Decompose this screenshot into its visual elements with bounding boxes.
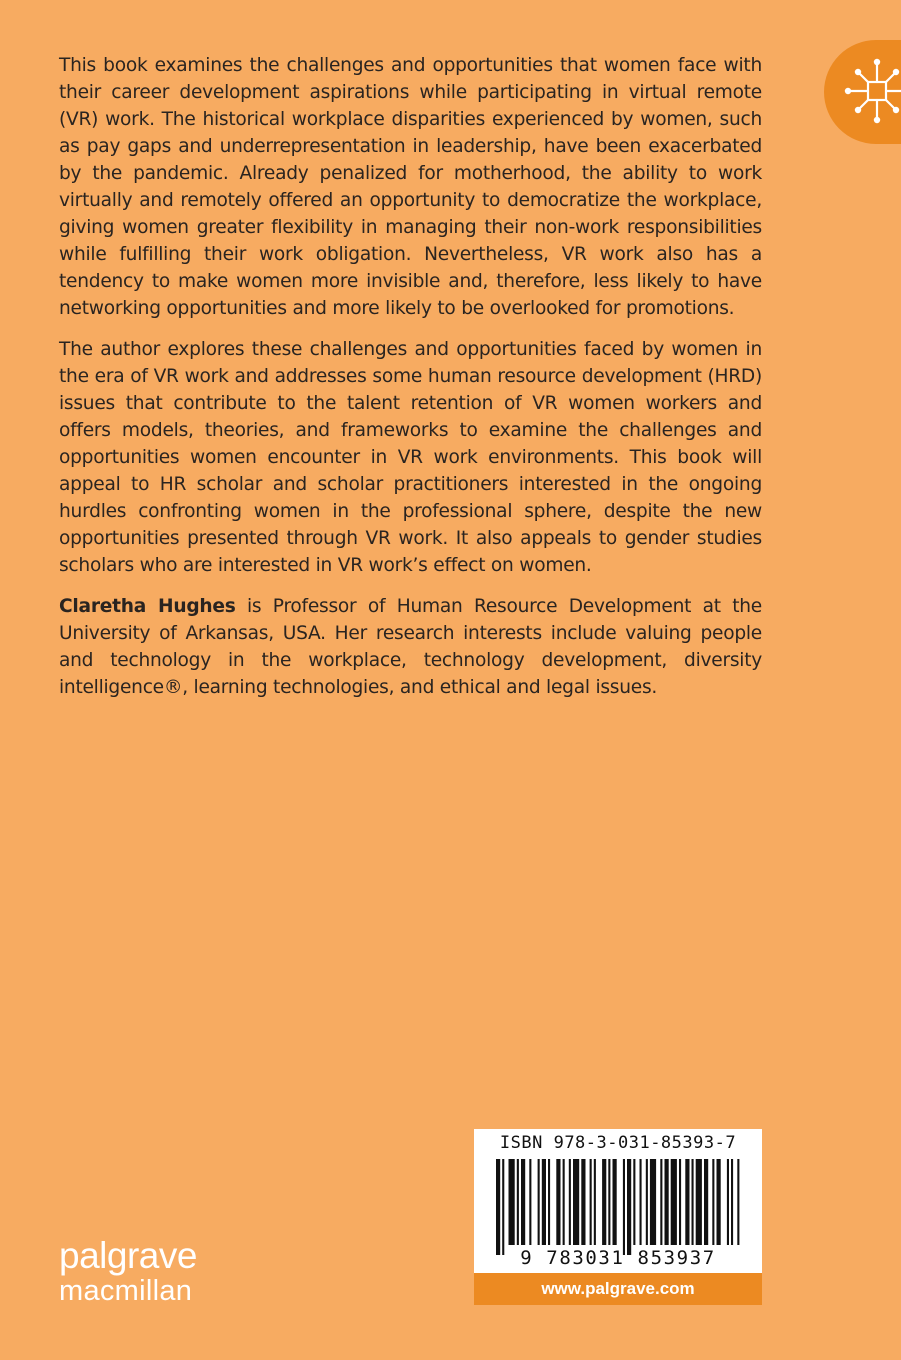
barcode-bar [623, 1159, 625, 1255]
barcode-panel [474, 1129, 762, 1273]
back-cover-blurb [59, 52, 762, 715]
isbn-barcode-box [474, 1129, 762, 1305]
barcode-bar [613, 1159, 617, 1245]
barcode-bar [602, 1159, 606, 1245]
palgrave-logo-badge [824, 40, 901, 144]
barcode-bar [594, 1159, 596, 1245]
barcode-bar [538, 1159, 540, 1245]
barcode-bar [727, 1159, 729, 1245]
barcode-bar [496, 1159, 500, 1255]
barcode-bar [548, 1159, 550, 1245]
palgrave-network-logo-icon [840, 52, 901, 132]
barcode-bar [704, 1159, 708, 1245]
barcode-bar [633, 1159, 635, 1245]
barcode-bar [590, 1159, 592, 1245]
barcode-bar [542, 1159, 546, 1245]
author-bio-text: is Professor of Human Resource Development at the University of Arkansas, USA. Her research interests include valuing people and technology in the workplace, technology development, diversity intelligence®, learning technologies, and ethical and legal issues. [59, 596, 762, 698]
blurb-paragraph-2: The author explores these challenges and opportunities faced by women in the era of VR work and addresses some human resource development (HRD) issues that contribute to the talent retention of VR women workers and offers models, theories, and frameworks to examine the challenges and opportunities women encounter in VR work environments. This book will appeal to HR scholar and scholar practitioners interested in the ongoing hurdles confronting women in the professional sphere, despite the new opportunities presented through VR work. It also appeals to gender studies scholars who are interested in VR work’s effect on women. [59, 339, 762, 576]
barcode-bar [692, 1159, 694, 1245]
barcode-bar [608, 1159, 610, 1245]
barcode-bar [509, 1159, 515, 1245]
publisher-name-line-2: macmillan [59, 1275, 193, 1307]
barcode-digits: 9 783031 853937 [520, 1247, 716, 1269]
author-bio [59, 593, 762, 701]
barcode-bar [502, 1159, 504, 1255]
publisher-logo [59, 1236, 197, 1306]
barcode-bar [640, 1159, 642, 1245]
barcode-bar [712, 1159, 714, 1245]
barcode-bar [529, 1159, 531, 1245]
barcode-bar [737, 1159, 739, 1245]
barcode-bar [627, 1159, 631, 1255]
barcode-bar [685, 1159, 689, 1245]
barcode-bar [671, 1159, 677, 1245]
isbn-label: ISBN 978-3-031-85393-7 [499, 1133, 737, 1153]
publisher-url: www.palgrave.com [474, 1273, 762, 1305]
publisher-name-line-1: palgrave [59, 1235, 197, 1276]
barcode-bar [563, 1159, 565, 1245]
barcode-bar [573, 1159, 579, 1245]
barcode-bar [679, 1159, 681, 1245]
barcode-bar [646, 1159, 648, 1245]
barcode-bar [521, 1159, 525, 1245]
barcode-bar [581, 1159, 585, 1245]
barcode-bar [665, 1159, 669, 1245]
barcode-bar [517, 1159, 519, 1245]
blurb-paragraph-1: This book examines the challenges and opportunities that women face with their career development aspirations while participating in virtual remote (VR) work. The historical workplace disparities experienced by women, such as pay gaps and underrepresentation in leadership, have been exacerbated by the pandemic. Already penalized for motherhood, the ability to work virtually and remotely offered an opportunity to democratize the workplace, giving women greater flexibility in managing their non-work responsibilities while fulfilling their work obligation. Nevertheless, VR work also has a tendency to make women more invisible and, therefore, less likely to have networking opportunities and more likely to be overlooked for promotions. [59, 55, 762, 319]
barcode-bar [717, 1159, 721, 1245]
barcode-bar [696, 1159, 702, 1245]
barcode-bar [660, 1159, 662, 1245]
barcode-bar [556, 1159, 560, 1245]
barcode-bar [569, 1159, 571, 1245]
author-name: Claretha Hughes [59, 596, 236, 617]
barcode-bar [650, 1159, 656, 1245]
barcode-bar [731, 1159, 733, 1245]
